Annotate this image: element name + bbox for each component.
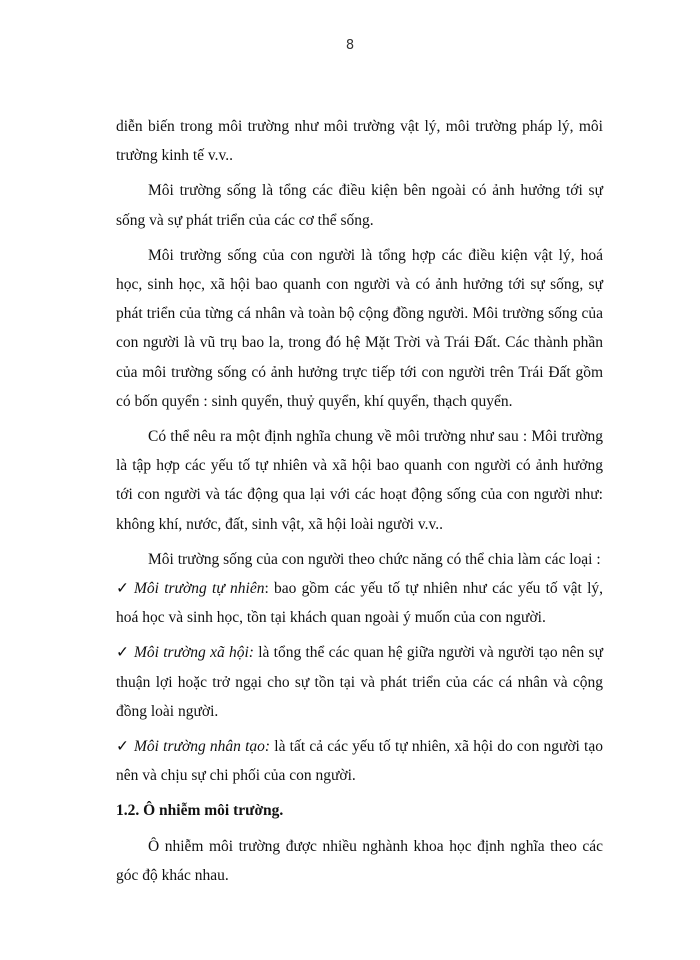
bullet-text: bao gồm các yếu tố tự nhiên như các yếu tố vật lý, hoá học và sinh học, tồn tại khách quan ngoài ý muốn của con người. [116,580,604,627]
bullet-item [116,638,603,726]
checkmark-icon: ✓ [116,738,129,756]
paragraph: Ô nhiễm môi trường được nhiều nghành khoa học định nghĩa theo các góc độ khác nhau. [116,837,603,884]
bullet-title: Môi trường tự nhiên [134,580,265,598]
paragraph: diễn biến trong môi trường như môi trường vật lý, môi trường pháp lý, môi trường kinh tế v.v.. [116,118,603,165]
checkmark-icon: ✓ [116,580,129,598]
bullet-separator: : [264,580,269,598]
bullet-item [116,574,603,632]
bullet-title: Môi trường xã hội: [134,644,254,662]
page-number: 8 [345,38,355,53]
bullet-text: là tổng thể các quan hệ giữa người và người tạo nên sự thuận lợi hoặc trở ngại cho sự tồn tại và phát triển của các cá nhân và cộng đồng loài người. [116,644,603,720]
paragraph: Môi trường sống của con người theo chức năng có thể chia làm các loại : [148,550,601,568]
paragraph: Có thể nêu ra một định nghĩa chung về môi trường như sau : Môi trường là tập hợp các yếu tố tự nhiên và xã hội bao quanh con người có ảnh hưởng tới con người và tác động qua lại với các hoạt động sống của con người như: không khí, nước, đất, sinh vật, xã hội loài người v.v.. [116,428,603,533]
bullet-text: là tất cả các yếu tố tự nhiên, xã hội do con người tạo nên và chịu sự chi phối của con người. [116,738,603,785]
paragraph: Môi trường sống của con người là tổng hợp các điều kiện vật lý, hoá học, sinh học, xã hội bao quanh con người và có ảnh hưởng tới sự sống, sự phát triển của từng cá nhân và toàn bộ cộng đồng người. Môi trường sống của con người là vũ trụ bao la, trong đó hệ Mặt Trời và Trái Đất. Các thành phần của môi trường sống có ảnh hưởng trực tiếp tới con người trên Trái Đất gồm có bốn quyển : sinh quyển, thuỷ quyển, khí quyển, thạch quyển. [116,246,603,410]
paragraph: Môi trường sống là tổng các điều kiện bên ngoài có ảnh hưởng tới sự sống và sự phát triển của các cơ thể sống. [116,182,603,229]
section-heading: 1.2. Ô nhiễm môi trường. [116,802,284,820]
checkmark-icon: ✓ [116,644,129,662]
bullet-title: Môi trường nhân tạo: [134,738,271,756]
document-body [116,112,603,890]
bullet-item [116,732,603,790]
